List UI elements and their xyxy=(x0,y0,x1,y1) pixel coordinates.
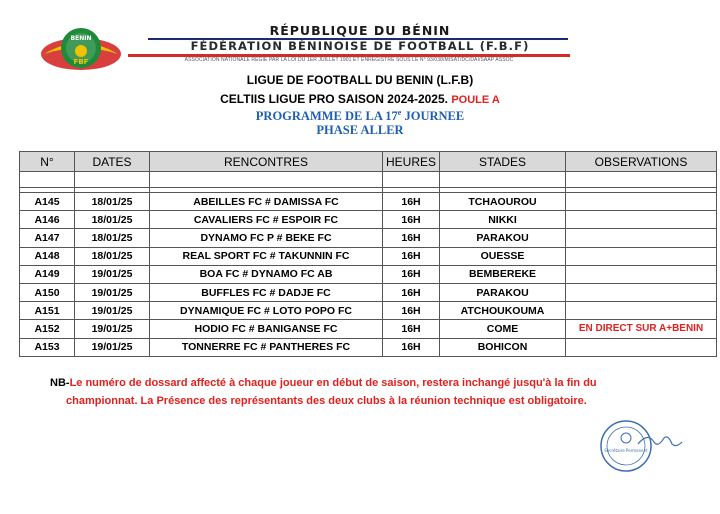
cell-time: 16H xyxy=(383,193,440,211)
cell-match: BOA FC # DYNAMO FC AB xyxy=(150,265,383,283)
official-stamp xyxy=(598,418,688,474)
cell-date: 19/01/25 xyxy=(75,283,150,301)
empty-row xyxy=(20,172,717,188)
cell-date: 18/01/25 xyxy=(75,229,150,247)
cell-obs xyxy=(566,302,717,320)
cell-match: BUFFLES FC # DADJE FC xyxy=(150,283,383,301)
col-header-heures: HEURES xyxy=(383,152,440,172)
cell-date: 19/01/25 xyxy=(75,302,150,320)
col-header-num: N° xyxy=(20,152,75,172)
programme-superscript: e xyxy=(397,108,402,117)
cell-obs xyxy=(566,265,717,283)
cell-time: 16H xyxy=(383,265,440,283)
cell-num: A146 xyxy=(20,211,75,229)
stamp-text: Secrétaire Permanent xyxy=(604,448,648,453)
cell-date: 19/01/25 xyxy=(75,265,150,283)
cell-stadium: PARAKOU xyxy=(440,229,566,247)
col-header-stades: STADES xyxy=(440,152,566,172)
cell-stadium: TCHAOUROU xyxy=(440,193,566,211)
table-row xyxy=(20,283,717,301)
cell-obs xyxy=(566,338,717,356)
cell-stadium: ATCHOUKOUMA xyxy=(440,302,566,320)
cell-stadium: BOHICON xyxy=(440,338,566,356)
col-header-dates: DATES xyxy=(75,152,150,172)
cell-match: HODIO FC # BANIGANSE FC xyxy=(150,320,383,338)
cell-time: 16H xyxy=(383,302,440,320)
cell-stadium: COME xyxy=(440,320,566,338)
cell-time: 16H xyxy=(383,283,440,301)
fbf-logo xyxy=(38,24,124,80)
table-row xyxy=(20,338,717,356)
cell-time: 16H xyxy=(383,211,440,229)
cell-obs xyxy=(566,211,717,229)
programme-text: PROGRAMME DE LA 17 xyxy=(255,109,398,124)
cell-match: DYNAMIQUE FC # LOTO POPO FC xyxy=(150,302,383,320)
cell-match: ABEILLES FC # DAMISSA FC xyxy=(150,193,383,211)
cell-num: A145 xyxy=(20,193,75,211)
note-block xyxy=(50,374,670,410)
cell-date: 19/01/25 xyxy=(75,320,150,338)
logo-top-text: BENIN xyxy=(70,35,92,42)
note-line-1: Le numéro de dossard affecté à chaque joueur en début de saison, restera inchangé jusqu'à la fin du xyxy=(69,377,597,389)
cell-stadium: PARAKOU xyxy=(440,283,566,301)
cell-date: 18/01/25 xyxy=(75,193,150,211)
cell-obs: EN DIRECT SUR A+BENIN xyxy=(566,320,717,338)
table-row xyxy=(20,193,717,211)
cell-time: 16H xyxy=(383,247,440,265)
cell-stadium: NIKKI xyxy=(440,211,566,229)
table-row xyxy=(20,229,717,247)
association-subtitle: ASSOCIATION NATIONALE RÉGIE PAR LA LOI DU 1ER JUILLET 1901 ET ENREGISTRÉ SOUS LE N° 93/038/MISAT/DC/DAI/SAAP ASSOC xyxy=(184,57,514,63)
cell-num: A148 xyxy=(20,247,75,265)
cell-match: TONNERRE FC # PANTHERES FC xyxy=(150,338,383,356)
table-row xyxy=(20,211,717,229)
cell-obs xyxy=(566,193,717,211)
league-title: LIGUE DE FOOTBALL DU BENIN (L.F.B) xyxy=(246,73,474,87)
col-header-observations: OBSERVATIONS xyxy=(566,152,717,172)
cell-time: 16H xyxy=(383,320,440,338)
table-row xyxy=(20,265,717,283)
cell-match: REAL SPORT FC # TAKUNNIN FC xyxy=(150,247,383,265)
cell-stadium: BEMBEREKE xyxy=(440,265,566,283)
cell-time: 16H xyxy=(383,229,440,247)
season-text: CELTIIS LIGUE PRO SAISON 2024-2025. xyxy=(220,92,448,106)
programme-journee: JOURNEE xyxy=(401,109,465,124)
cell-time: 16H xyxy=(383,338,440,356)
cell-stadium: OUESSE xyxy=(440,247,566,265)
season-title xyxy=(0,92,720,106)
logo-bottom-text: FBF xyxy=(73,58,89,66)
table-header-row xyxy=(20,152,717,172)
federation-title: FÉDÉRATION BÉNINOISE DE FOOTBALL (F.B.F) xyxy=(190,39,530,53)
poule-label: POULE A xyxy=(451,94,500,106)
note-label: NB- xyxy=(50,377,70,389)
cell-date: 19/01/25 xyxy=(75,338,150,356)
table-row xyxy=(20,302,717,320)
republic-title: RÉPUBLIQUE DU BÉNIN xyxy=(269,23,451,38)
cell-match: DYNAMO FC P # BEKE FC xyxy=(150,229,383,247)
cell-num: A147 xyxy=(20,229,75,247)
cell-num: A152 xyxy=(20,320,75,338)
cell-obs xyxy=(566,229,717,247)
cell-num: A153 xyxy=(20,338,75,356)
table-row xyxy=(20,320,717,338)
programme-title xyxy=(0,108,720,124)
note-line-2: championnat. La Présence des représentants des deux clubs à la réunion technique est obligatoire. xyxy=(66,395,587,407)
cell-date: 18/01/25 xyxy=(75,211,150,229)
cell-num: A149 xyxy=(20,265,75,283)
cell-obs xyxy=(566,283,717,301)
table-row xyxy=(20,247,717,265)
col-header-rencontres: RENCONTRES xyxy=(150,152,383,172)
phase-title: PHASE ALLER xyxy=(316,123,404,137)
cell-date: 18/01/25 xyxy=(75,247,150,265)
cell-match: CAVALIERS FC # ESPOIR FC xyxy=(150,211,383,229)
fixtures-table xyxy=(19,151,717,357)
cell-num: A150 xyxy=(20,283,75,301)
cell-num: A151 xyxy=(20,302,75,320)
cell-obs xyxy=(566,247,717,265)
